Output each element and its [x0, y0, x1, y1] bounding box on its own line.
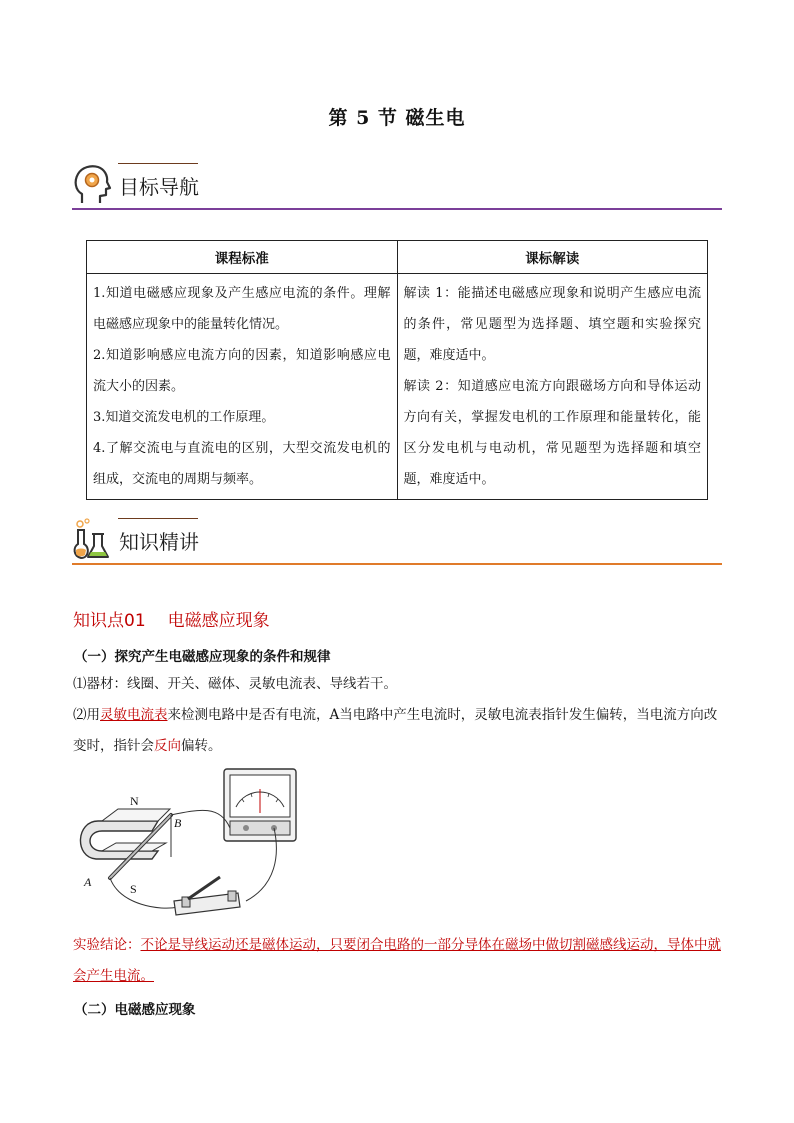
magnet-north-pole	[102, 809, 170, 821]
knowledge-point-name: 电磁感应现象	[167, 611, 270, 631]
section-title-objectives: 目标导航	[119, 175, 199, 199]
conclusion-label: 实验结论：	[73, 937, 141, 953]
flask-icon	[72, 518, 112, 560]
conclusion-text: 不论是导线运动还是磁体运动，只要闭合电路的一部分导体在磁场中做切割磁感线运动，导体中就会产生电流。	[73, 937, 721, 984]
header-top-rule	[118, 518, 198, 519]
section-header-objectives	[72, 163, 722, 211]
subheading-explore: （一）探究产生电磁感应现象的条件和规律	[74, 649, 331, 665]
standard-item: 1.知道电磁感应现象及产生感应电流的条件。理解电磁感应现象中的能量转化情况。	[93, 286, 391, 332]
key-term-meter: 灵敏电流表	[100, 707, 168, 723]
standard-item: 2.知道影响感应电流方向的因素，知道影响感应电流大小的因素。	[93, 348, 391, 394]
standard-item: 4.了解交流电与直流电的区别，大型交流发电机的组成，交流电的周期与频率。	[93, 441, 391, 487]
interpretation-item: 解读 1：能描述电磁感应现象和说明产生感应电流的条件，常见题型为选择题、填空题和实验探究题，难度适中。	[403, 286, 701, 363]
section-rule	[72, 563, 722, 565]
table-header: 课程标准	[87, 241, 398, 274]
head-gear-icon	[72, 163, 112, 205]
section-title-knowledge: 知识精讲	[119, 530, 199, 554]
wire	[110, 878, 178, 908]
interpretation-item: 解读 2：知道感应电流方向跟磁场方向和导体运动方向有关，掌握发电机的工作原理和能量转化，能区分发电机与电动机，常见题型为选择题和填空题，难度适中。	[403, 379, 701, 487]
knowledge-point-title	[73, 606, 270, 631]
page-title: 第 5 节 磁生电	[328, 107, 466, 129]
paragraph-conclusion	[73, 930, 723, 992]
knowledge-point-number: 知识点01	[73, 611, 146, 631]
table-header: 课标解读	[397, 241, 708, 274]
experiment-diagram	[70, 765, 310, 925]
paragraph-equipment: ⑴器材：线圈、开关、磁体、灵敏电流表、导线若干。	[73, 676, 397, 692]
text: 来检测电路中是否有电流，A当电路中产生电流时，灵敏电流表指针发生偏转，当电流方向改变时，指针会	[73, 707, 718, 754]
section-rule	[72, 208, 722, 210]
label-s: S	[130, 882, 137, 896]
paragraph-meter	[73, 700, 723, 762]
label-n: N	[130, 794, 139, 808]
key-term-reverse: 反向	[154, 738, 181, 754]
label-b: B	[174, 816, 182, 830]
subheading-em-induction: （二）电磁感应现象	[74, 1002, 196, 1018]
interpretations-cell	[397, 274, 708, 500]
objectives-table	[86, 240, 708, 500]
label-a: A	[84, 875, 92, 889]
text: ⑵用	[73, 707, 100, 723]
text: 偏转。	[181, 738, 222, 754]
standards-cell	[87, 274, 398, 500]
magnet-south-pole	[102, 843, 166, 851]
standard-item: 3.知道交流发电机的工作原理。	[93, 410, 275, 425]
header-top-rule	[118, 163, 198, 164]
section-header-knowledge	[72, 518, 722, 566]
